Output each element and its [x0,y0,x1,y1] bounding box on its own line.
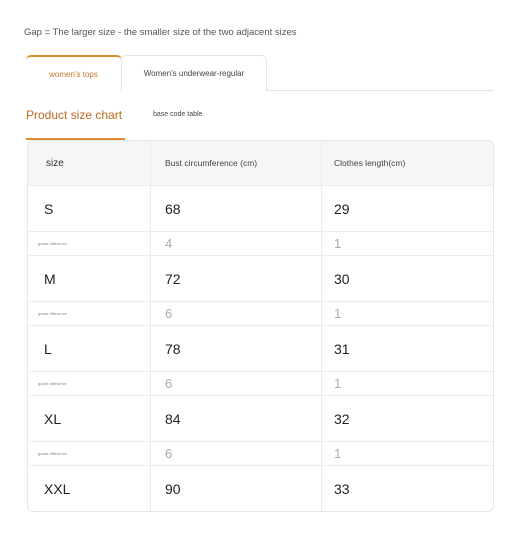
table-row-grade-difference [28,302,493,326]
table-row-size [28,186,493,232]
length-value: 32 [334,410,350,427]
bust-value: 68 [151,186,322,231]
tab-base-code-table[interactable]: base code table [153,111,203,118]
grade-difference-label: grade difference [28,372,151,395]
tab-product-size-chart[interactable]: Product size chart [26,108,123,122]
category-tabs [26,55,494,91]
size-label: L [28,326,151,371]
gap-definition-note: Gap = The larger size - the smaller size of the two adjacent sizes [24,27,297,38]
size-label: XL [28,396,151,441]
tab-womens-tops[interactable]: women's tops [26,55,122,91]
bust-value: 90 [151,466,322,512]
table-row-grade-difference [28,232,493,256]
length-difference-value: 1 [334,236,342,251]
size-label: S [28,186,151,231]
length-difference-value: 1 [334,306,342,321]
grade-difference-label: grade difference [28,442,151,465]
length-difference-value: 1 [334,446,342,461]
bust-difference-value: 6 [151,372,322,395]
bust-value: 84 [151,396,322,441]
size-label: M [28,256,151,301]
table-row-grade-difference [28,372,493,396]
bust-difference-value: 6 [151,442,322,465]
table-row-grade-difference [28,442,493,466]
header-clothes-length: Clothes length(cm) [334,158,406,168]
bust-value: 72 [151,256,322,301]
table-row-size [28,256,493,302]
size-label: XXL [28,466,151,512]
length-difference-value: 1 [334,376,342,391]
table-row-size [28,466,493,512]
bust-difference-value: 4 [151,232,322,255]
length-value: 31 [334,340,350,357]
size-chart-table [27,140,494,512]
grade-difference-label: grade difference [28,302,151,325]
length-value: 29 [334,200,350,217]
header-size: size [28,141,151,185]
table-row-size [28,396,493,442]
table-row-size [28,326,493,372]
bust-difference-value: 6 [151,302,322,325]
length-value: 30 [334,270,350,287]
grade-difference-label: grade difference [28,232,151,255]
chart-subtabs [26,100,494,140]
header-bust-circumference: Bust circumference (cm) [151,141,322,185]
bust-value: 78 [151,326,322,371]
length-value: 33 [334,481,350,497]
tab-womens-underwear-regular[interactable]: Women's underwear-regular [121,55,267,91]
table-header-row [28,141,493,186]
